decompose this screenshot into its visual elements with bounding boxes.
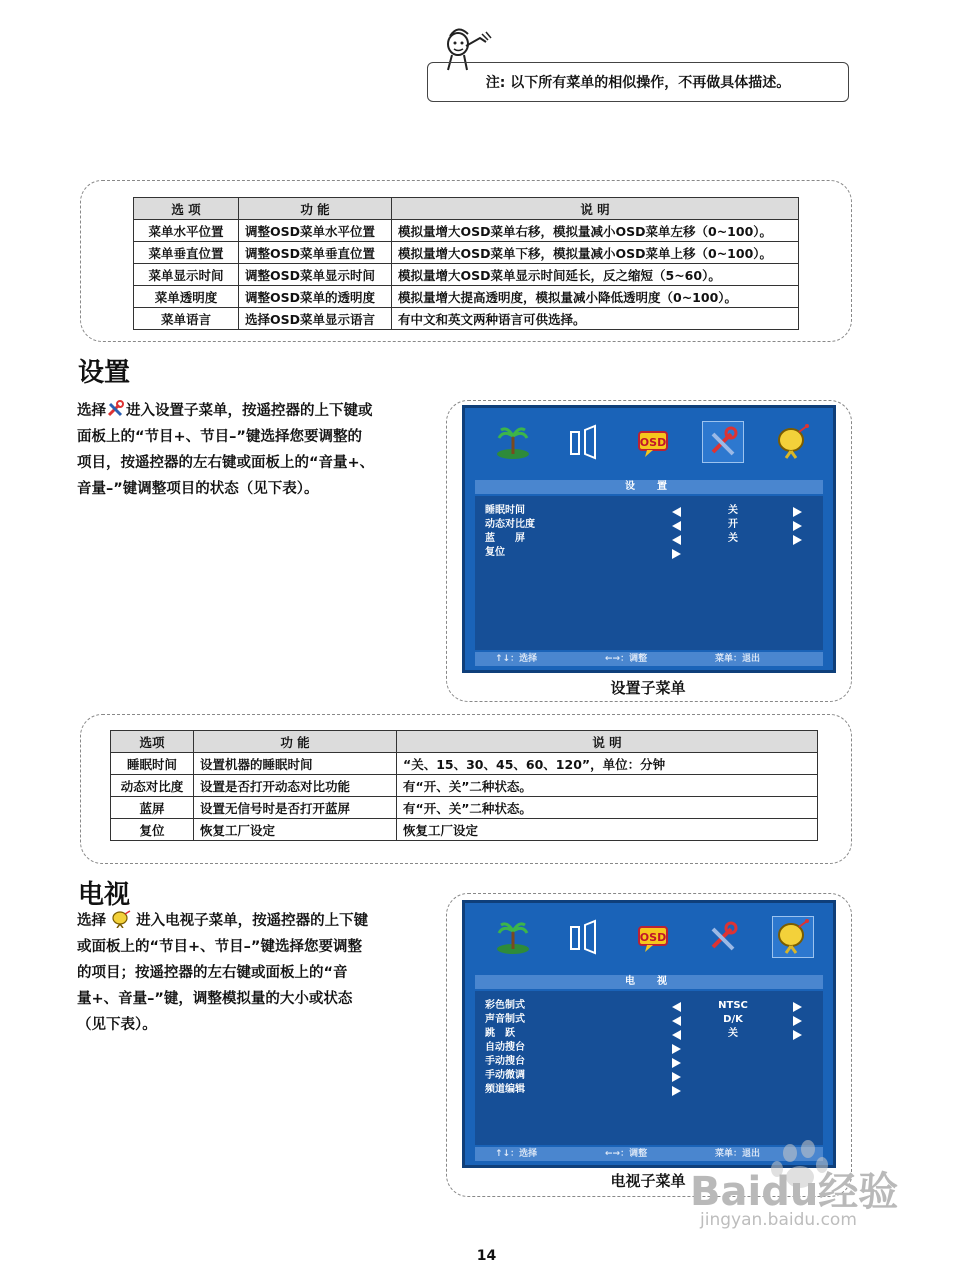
osd-menu-item[interactable] bbox=[475, 1055, 823, 1069]
table-row bbox=[134, 264, 799, 286]
table-cell: 设置无信号时是否打开蓝屏 bbox=[194, 797, 397, 819]
column-header: 说 明 bbox=[392, 198, 799, 220]
table-cell: 模拟量增大OSD菜单显示时间延长，反之缩短（5~60）。 bbox=[392, 264, 799, 286]
arrow-right-icon[interactable] bbox=[672, 1072, 681, 1082]
setup-line-3: 项目，按遥控器的左右键或面板上的“音量+、 bbox=[77, 455, 375, 471]
table-header-row bbox=[134, 198, 799, 220]
arrow-right-icon[interactable] bbox=[793, 535, 802, 545]
note-text: 注: 以下所有菜单的相似操作，不再做具体描述。 bbox=[485, 75, 791, 91]
tools-setup-icon[interactable] bbox=[703, 917, 743, 957]
arrow-right-icon[interactable] bbox=[793, 507, 802, 517]
osd-item-label: 声音制式 bbox=[485, 1014, 525, 1025]
osd-item-value: 关 bbox=[728, 1028, 738, 1039]
table-row bbox=[134, 220, 799, 242]
table-cell: 动态对比度 bbox=[111, 775, 194, 797]
picture-island-icon[interactable] bbox=[493, 917, 533, 957]
osd-item-value: D/K bbox=[723, 1014, 743, 1025]
osd-menu-item[interactable] bbox=[475, 1083, 823, 1097]
osd-menu-icon[interactable] bbox=[633, 422, 673, 462]
osd-footer-hint: ↑↓：选择 bbox=[495, 654, 538, 664]
osd-menu-item[interactable] bbox=[475, 518, 823, 532]
osd-item-label: 动态对比度 bbox=[485, 519, 535, 530]
osd-menu-title: 电 视 bbox=[475, 975, 823, 989]
tv-line-5: （见下表）。 bbox=[77, 1017, 157, 1033]
table-row bbox=[111, 797, 818, 819]
sound-speaker-icon[interactable] bbox=[563, 422, 603, 462]
section-title-setup: 设置 bbox=[78, 358, 131, 388]
table-cell: 菜单语言 bbox=[134, 308, 239, 330]
tv-description bbox=[77, 908, 437, 1038]
osd-item-label: 自动搜台 bbox=[485, 1042, 525, 1053]
table-cell: 蓝屏 bbox=[111, 797, 194, 819]
column-header: 选项 bbox=[111, 731, 194, 753]
table-cell: 复位 bbox=[111, 819, 194, 841]
table-cell: 选择OSD菜单显示语言 bbox=[239, 308, 392, 330]
sound-speaker-icon[interactable] bbox=[563, 917, 603, 957]
osd-menu-item[interactable] bbox=[475, 532, 823, 546]
arrow-right-icon[interactable] bbox=[672, 549, 681, 559]
tv-osd-screen bbox=[462, 900, 836, 1168]
osd-item-value: 开 bbox=[728, 519, 738, 530]
table-cell: 调整OSD菜单水平位置 bbox=[239, 220, 392, 242]
osd-icon-strip bbox=[465, 917, 833, 961]
svg-text:OSD: OSD bbox=[639, 931, 667, 944]
tools-icon bbox=[106, 400, 126, 418]
arrow-left-icon[interactable] bbox=[672, 521, 681, 531]
osd-menu-item[interactable] bbox=[475, 1027, 823, 1041]
osd-footer-hint: 菜单：退出 bbox=[715, 1149, 761, 1159]
table-row bbox=[134, 242, 799, 264]
table-cell: 调整OSD菜单的透明度 bbox=[239, 286, 392, 308]
osd-item-value: 关 bbox=[728, 533, 738, 544]
table-cell: 有中文和英文两种语言可供选择。 bbox=[392, 308, 799, 330]
osd-menu-icon[interactable] bbox=[633, 917, 673, 957]
table-cell: 调整OSD菜单显示时间 bbox=[239, 264, 392, 286]
osd-footer-hints bbox=[475, 652, 823, 666]
table-cell: 菜单透明度 bbox=[134, 286, 239, 308]
table-cell: 菜单水平位置 bbox=[134, 220, 239, 242]
setup-line-4: 音量–”键调整项目的状态（见下表）。 bbox=[77, 481, 319, 497]
table-row bbox=[134, 286, 799, 308]
tv-line-3: 的项目；按遥控器的左右键或面板上的“音 bbox=[77, 965, 348, 981]
picture-island-icon[interactable] bbox=[493, 422, 533, 462]
setup-line-1: 选择 进入设置子菜单，按遥控器的上下键或 bbox=[77, 398, 437, 424]
tv-line-1: 选择 进入电视子菜单，按遥控器的上下键 bbox=[77, 908, 437, 934]
table-cell: 有“开、关”二种状态。 bbox=[397, 775, 818, 797]
watermark-logo-text: Baidu经验 bbox=[690, 1169, 899, 1215]
osd-menu-item[interactable] bbox=[475, 1041, 823, 1055]
svg-text:OSD: OSD bbox=[639, 436, 667, 449]
table-row bbox=[134, 308, 799, 330]
table-cell: 设置是否打开动态对比功能 bbox=[194, 775, 397, 797]
osd-menu-item[interactable] bbox=[475, 504, 823, 518]
arrow-left-icon[interactable] bbox=[672, 1030, 681, 1040]
osd-menu-panel bbox=[475, 991, 823, 1145]
setup-line-2: 面板上的“节目+、节目–”键选择您要调整的 bbox=[77, 429, 362, 445]
table-cell: 恢复工厂设定 bbox=[397, 819, 818, 841]
page-number: 14 bbox=[476, 1248, 497, 1264]
watermark-url: jingyan.baidu.com bbox=[700, 1210, 857, 1230]
osd-item-label: 彩色制式 bbox=[485, 1000, 525, 1011]
tools-setup-icon[interactable] bbox=[703, 422, 743, 462]
osd-item-value: NTSC bbox=[718, 1000, 748, 1011]
table-cell: 模拟量增大OSD菜单下移，模拟量减小OSD菜单上移（0~100）。 bbox=[392, 242, 799, 264]
column-header: 功 能 bbox=[194, 731, 397, 753]
tv-line-4: 量+、音量–”键，调整模拟量的大小或状态 bbox=[77, 991, 353, 1007]
setup-screen-caption: 设置子菜单 bbox=[610, 679, 686, 697]
osd-footer-hint: ←→：调整 bbox=[605, 1149, 648, 1159]
osd-menu-item[interactable] bbox=[475, 999, 823, 1013]
osd-menu-title: 设 置 bbox=[475, 480, 823, 494]
table-cell: 睡眠时间 bbox=[111, 753, 194, 775]
arrow-right-icon[interactable] bbox=[672, 1058, 681, 1068]
osd-item-label: 手动搜台 bbox=[485, 1056, 525, 1067]
note-box bbox=[427, 62, 849, 102]
setup-osd-screen bbox=[462, 405, 836, 673]
arrow-left-icon[interactable] bbox=[672, 535, 681, 545]
arrow-right-icon[interactable] bbox=[672, 1044, 681, 1054]
table-cell: 设置机器的睡眠时间 bbox=[194, 753, 397, 775]
osd-item-label: 睡眠时间 bbox=[485, 505, 525, 516]
osd-menu-item[interactable] bbox=[475, 1013, 823, 1027]
column-header: 说 明 bbox=[397, 731, 818, 753]
setup-description bbox=[77, 398, 437, 502]
arrow-left-icon[interactable] bbox=[672, 1016, 681, 1026]
column-header: 选 项 bbox=[134, 198, 239, 220]
osd-item-label: 频道编辑 bbox=[485, 1084, 525, 1095]
osd-item-value: 关 bbox=[728, 505, 738, 516]
table-cell: 模拟量增大OSD菜单右移，模拟量减小OSD菜单左移（0~100）。 bbox=[392, 220, 799, 242]
table-cell: 恢复工厂设定 bbox=[194, 819, 397, 841]
osd-icon-strip bbox=[465, 422, 833, 466]
tv-line-2: 或面板上的“节目+、节目–”键选择您要调整 bbox=[77, 939, 362, 955]
arrow-right-icon[interactable] bbox=[793, 1016, 802, 1026]
table-cell: “关、15、30、45、60、120”，单位：分钟 bbox=[397, 753, 818, 775]
tv-screen-caption: 电视子菜单 bbox=[610, 1172, 686, 1190]
table-cell: 有“开、关”二种状态。 bbox=[397, 797, 818, 819]
osd-item-label: 蓝 屏 bbox=[485, 533, 525, 544]
arrow-right-icon[interactable] bbox=[793, 1002, 802, 1012]
arrow-right-icon[interactable] bbox=[793, 1030, 802, 1040]
osd-item-label: 复位 bbox=[485, 547, 505, 558]
table-row bbox=[111, 819, 818, 841]
table-cell: 菜单垂直位置 bbox=[134, 242, 239, 264]
tv-satellite-icon[interactable] bbox=[773, 422, 813, 462]
arrow-left-icon[interactable] bbox=[672, 1002, 681, 1012]
column-header: 功 能 bbox=[239, 198, 392, 220]
table-header-row bbox=[111, 731, 818, 753]
osd-menu-item[interactable] bbox=[475, 1069, 823, 1083]
osd-menu-panel bbox=[475, 496, 823, 650]
table-row bbox=[111, 753, 818, 775]
arrow-right-icon[interactable] bbox=[793, 521, 802, 531]
osd-item-label: 跳 跃 bbox=[485, 1028, 515, 1039]
arrow-left-icon[interactable] bbox=[672, 507, 681, 517]
satellite-dish-icon bbox=[111, 910, 131, 928]
table-cell: 调整OSD菜单垂直位置 bbox=[239, 242, 392, 264]
tv-satellite-icon[interactable] bbox=[773, 917, 813, 957]
osd-footer-hint: ←→：调整 bbox=[605, 654, 648, 664]
table-row bbox=[111, 775, 818, 797]
osd-menu-table bbox=[133, 197, 799, 330]
osd-footer-hint: ↑↓：选择 bbox=[495, 1149, 538, 1159]
osd-footer-hint: 菜单：退出 bbox=[715, 654, 761, 664]
arrow-right-icon[interactable] bbox=[672, 1086, 681, 1096]
osd-item-label: 手动微调 bbox=[485, 1070, 525, 1081]
osd-menu-item[interactable] bbox=[475, 546, 823, 560]
table-cell: 菜单显示时间 bbox=[134, 264, 239, 286]
setup-options-table bbox=[110, 730, 818, 841]
table-cell: 模拟量增大提高透明度，模拟量减小降低透明度（0~100）。 bbox=[392, 286, 799, 308]
section-title-tv: 电视 bbox=[78, 880, 131, 910]
